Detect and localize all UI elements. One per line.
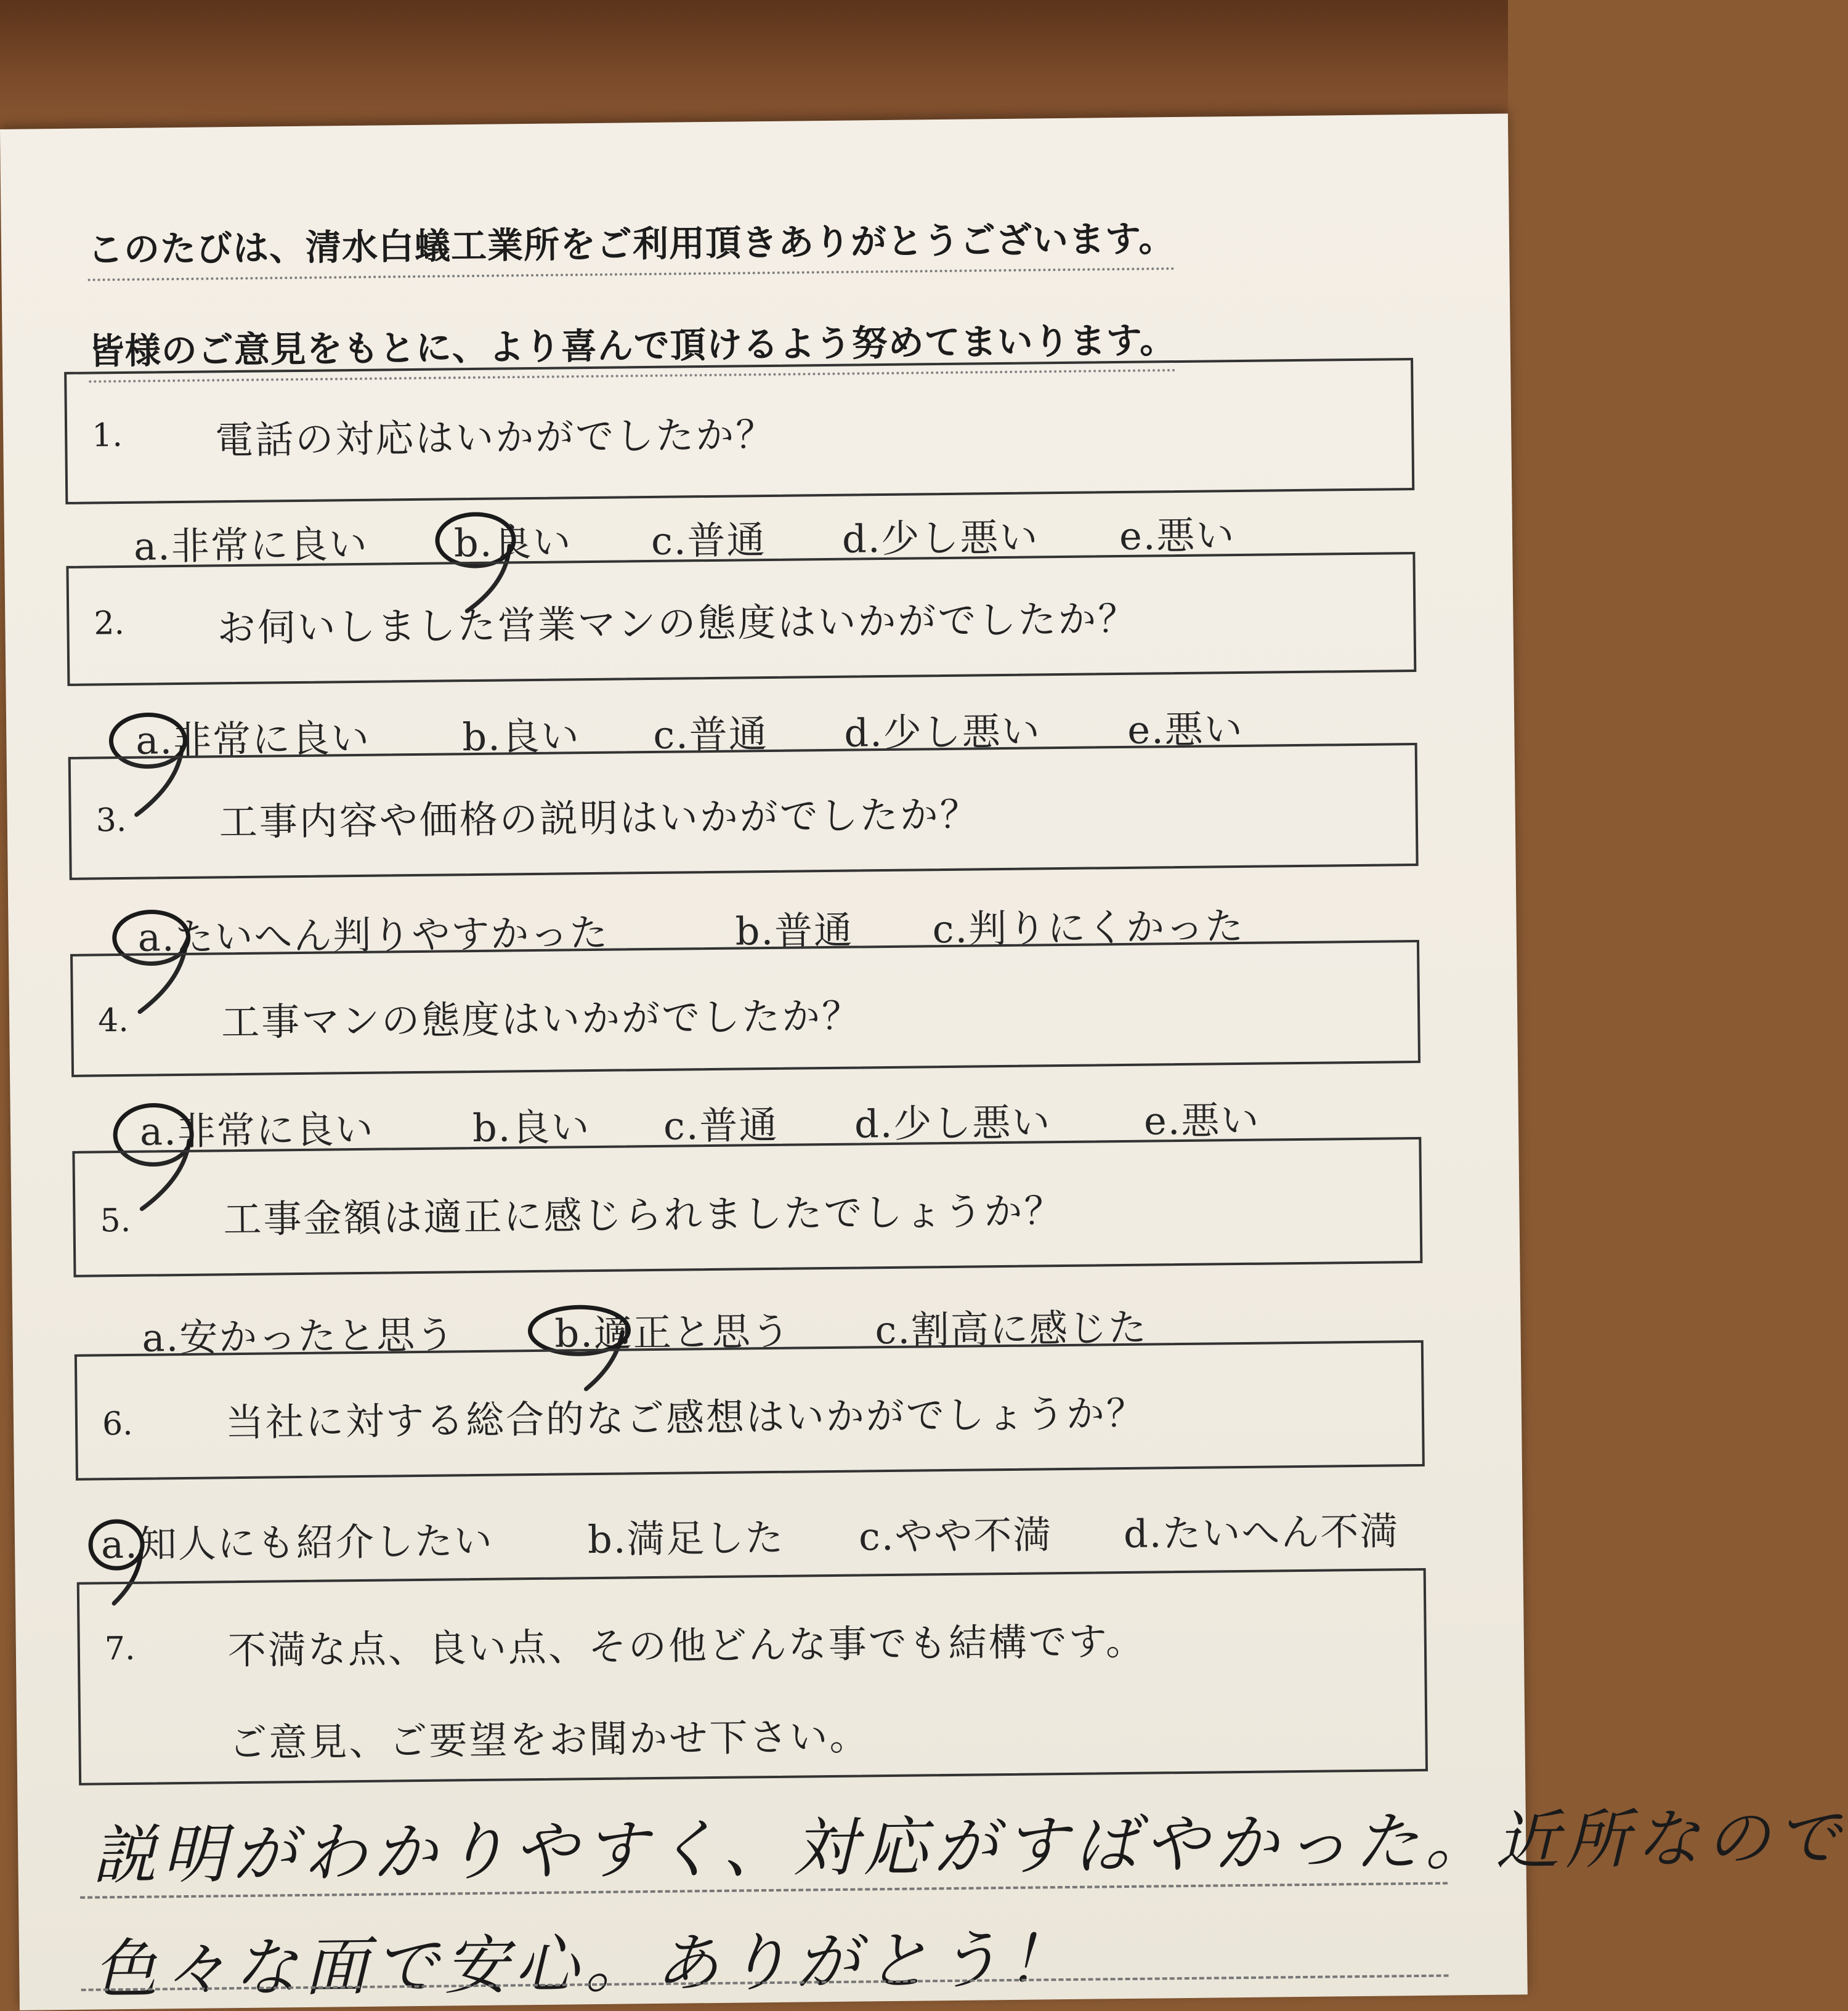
question-number: 6.: [102, 1405, 133, 1443]
option-b[interactable]: b.満足した: [587, 1515, 785, 1563]
question-6-box: [75, 1340, 1425, 1481]
question-text: 当社に対する総合的なご感想はいかがでしょうか？: [225, 1390, 1147, 1446]
option-c[interactable]: c.普通: [663, 1102, 779, 1149]
question-4-box: [70, 940, 1420, 1077]
intro-line-1: このたびは、清水白蟻工業所をご利用頂きありがとうございます。: [87, 209, 1175, 281]
question-number: 3.: [95, 801, 127, 840]
question-text: 工事マンの態度はいかがでしたか？: [221, 993, 862, 1045]
option-b[interactable]: b.良い: [461, 713, 581, 760]
option-a[interactable]: a.安かったと思う: [142, 1312, 456, 1361]
handwritten-comment-line-2: 色々な面で安心。ありがとう！: [92, 1921, 1077, 2007]
question-number: 1.: [91, 416, 123, 455]
option-e[interactable]: e.悪い: [1143, 1097, 1260, 1144]
option-a[interactable]: a.非常に良い: [133, 521, 369, 569]
option-d[interactable]: d.たいへん不満: [1123, 1508, 1400, 1557]
option-c[interactable]: c.割高に感じた: [875, 1305, 1148, 1353]
handwritten-comment-line-1: 説明がわかりやすく、対応がすばやかった。近所なので: [91, 1799, 1847, 1893]
question-2-box: [66, 552, 1416, 686]
option-c[interactable]: c.やや不満: [858, 1512, 1053, 1560]
question-number: 7.: [104, 1630, 136, 1668]
option-e[interactable]: e.悪い: [1127, 706, 1244, 753]
option-d[interactable]: d.少し悪い: [854, 1099, 1052, 1147]
question-5-box: [72, 1137, 1422, 1277]
survey-sheet: [0, 113, 1847, 2010]
option-d[interactable]: d.少し悪い: [841, 514, 1039, 562]
option-a[interactable]: a.知人にも紹介したい: [100, 1518, 494, 1568]
question-text: 工事内容や価格の説明はいかがでしたか？: [219, 791, 981, 845]
question-number: 5.: [100, 1202, 131, 1240]
question-3-box: [68, 743, 1419, 880]
option-b[interactable]: b.良い: [453, 519, 572, 566]
option-d[interactable]: d.少し悪い: [843, 708, 1042, 756]
option-a[interactable]: a.非常に良い: [139, 1106, 375, 1154]
question-text-2: ご意見、ご要望をお聞かせ下さい。: [229, 1714, 870, 1766]
question-1-box: [64, 358, 1414, 504]
question-text: 電話の対応はいかがでしたか？: [214, 411, 776, 463]
option-c[interactable]: c.普通: [650, 517, 766, 564]
question-7-box: [77, 1568, 1428, 1786]
question-number: 4.: [97, 1001, 129, 1040]
option-c[interactable]: c.普通: [652, 711, 769, 758]
option-b[interactable]: b.適正と思う: [554, 1308, 792, 1356]
option-e[interactable]: e.悪い: [1119, 512, 1236, 559]
option-c[interactable]: c.判りにくかった: [932, 903, 1245, 952]
option-a[interactable]: a.非常に良い: [136, 715, 371, 763]
option-a[interactable]: a.たいへん判りやすかった: [137, 910, 609, 960]
question-text: 不満な点、良い点、その他どんな事でも結構です。: [227, 1618, 1146, 1673]
question-number: 2.: [94, 604, 125, 642]
option-b[interactable]: b.普通: [735, 907, 854, 954]
question-text: お伺いしました営業マンの態度はいかがでしたか？: [217, 596, 1138, 651]
intro-line-2: 皆様のご意見をもとに、より喜んで頂けるよう努めてまいります。: [88, 311, 1176, 382]
option-b[interactable]: b.良い: [472, 1104, 591, 1151]
question-text: 工事金額は適正に感じられましたでしょうか？: [223, 1188, 1064, 1242]
